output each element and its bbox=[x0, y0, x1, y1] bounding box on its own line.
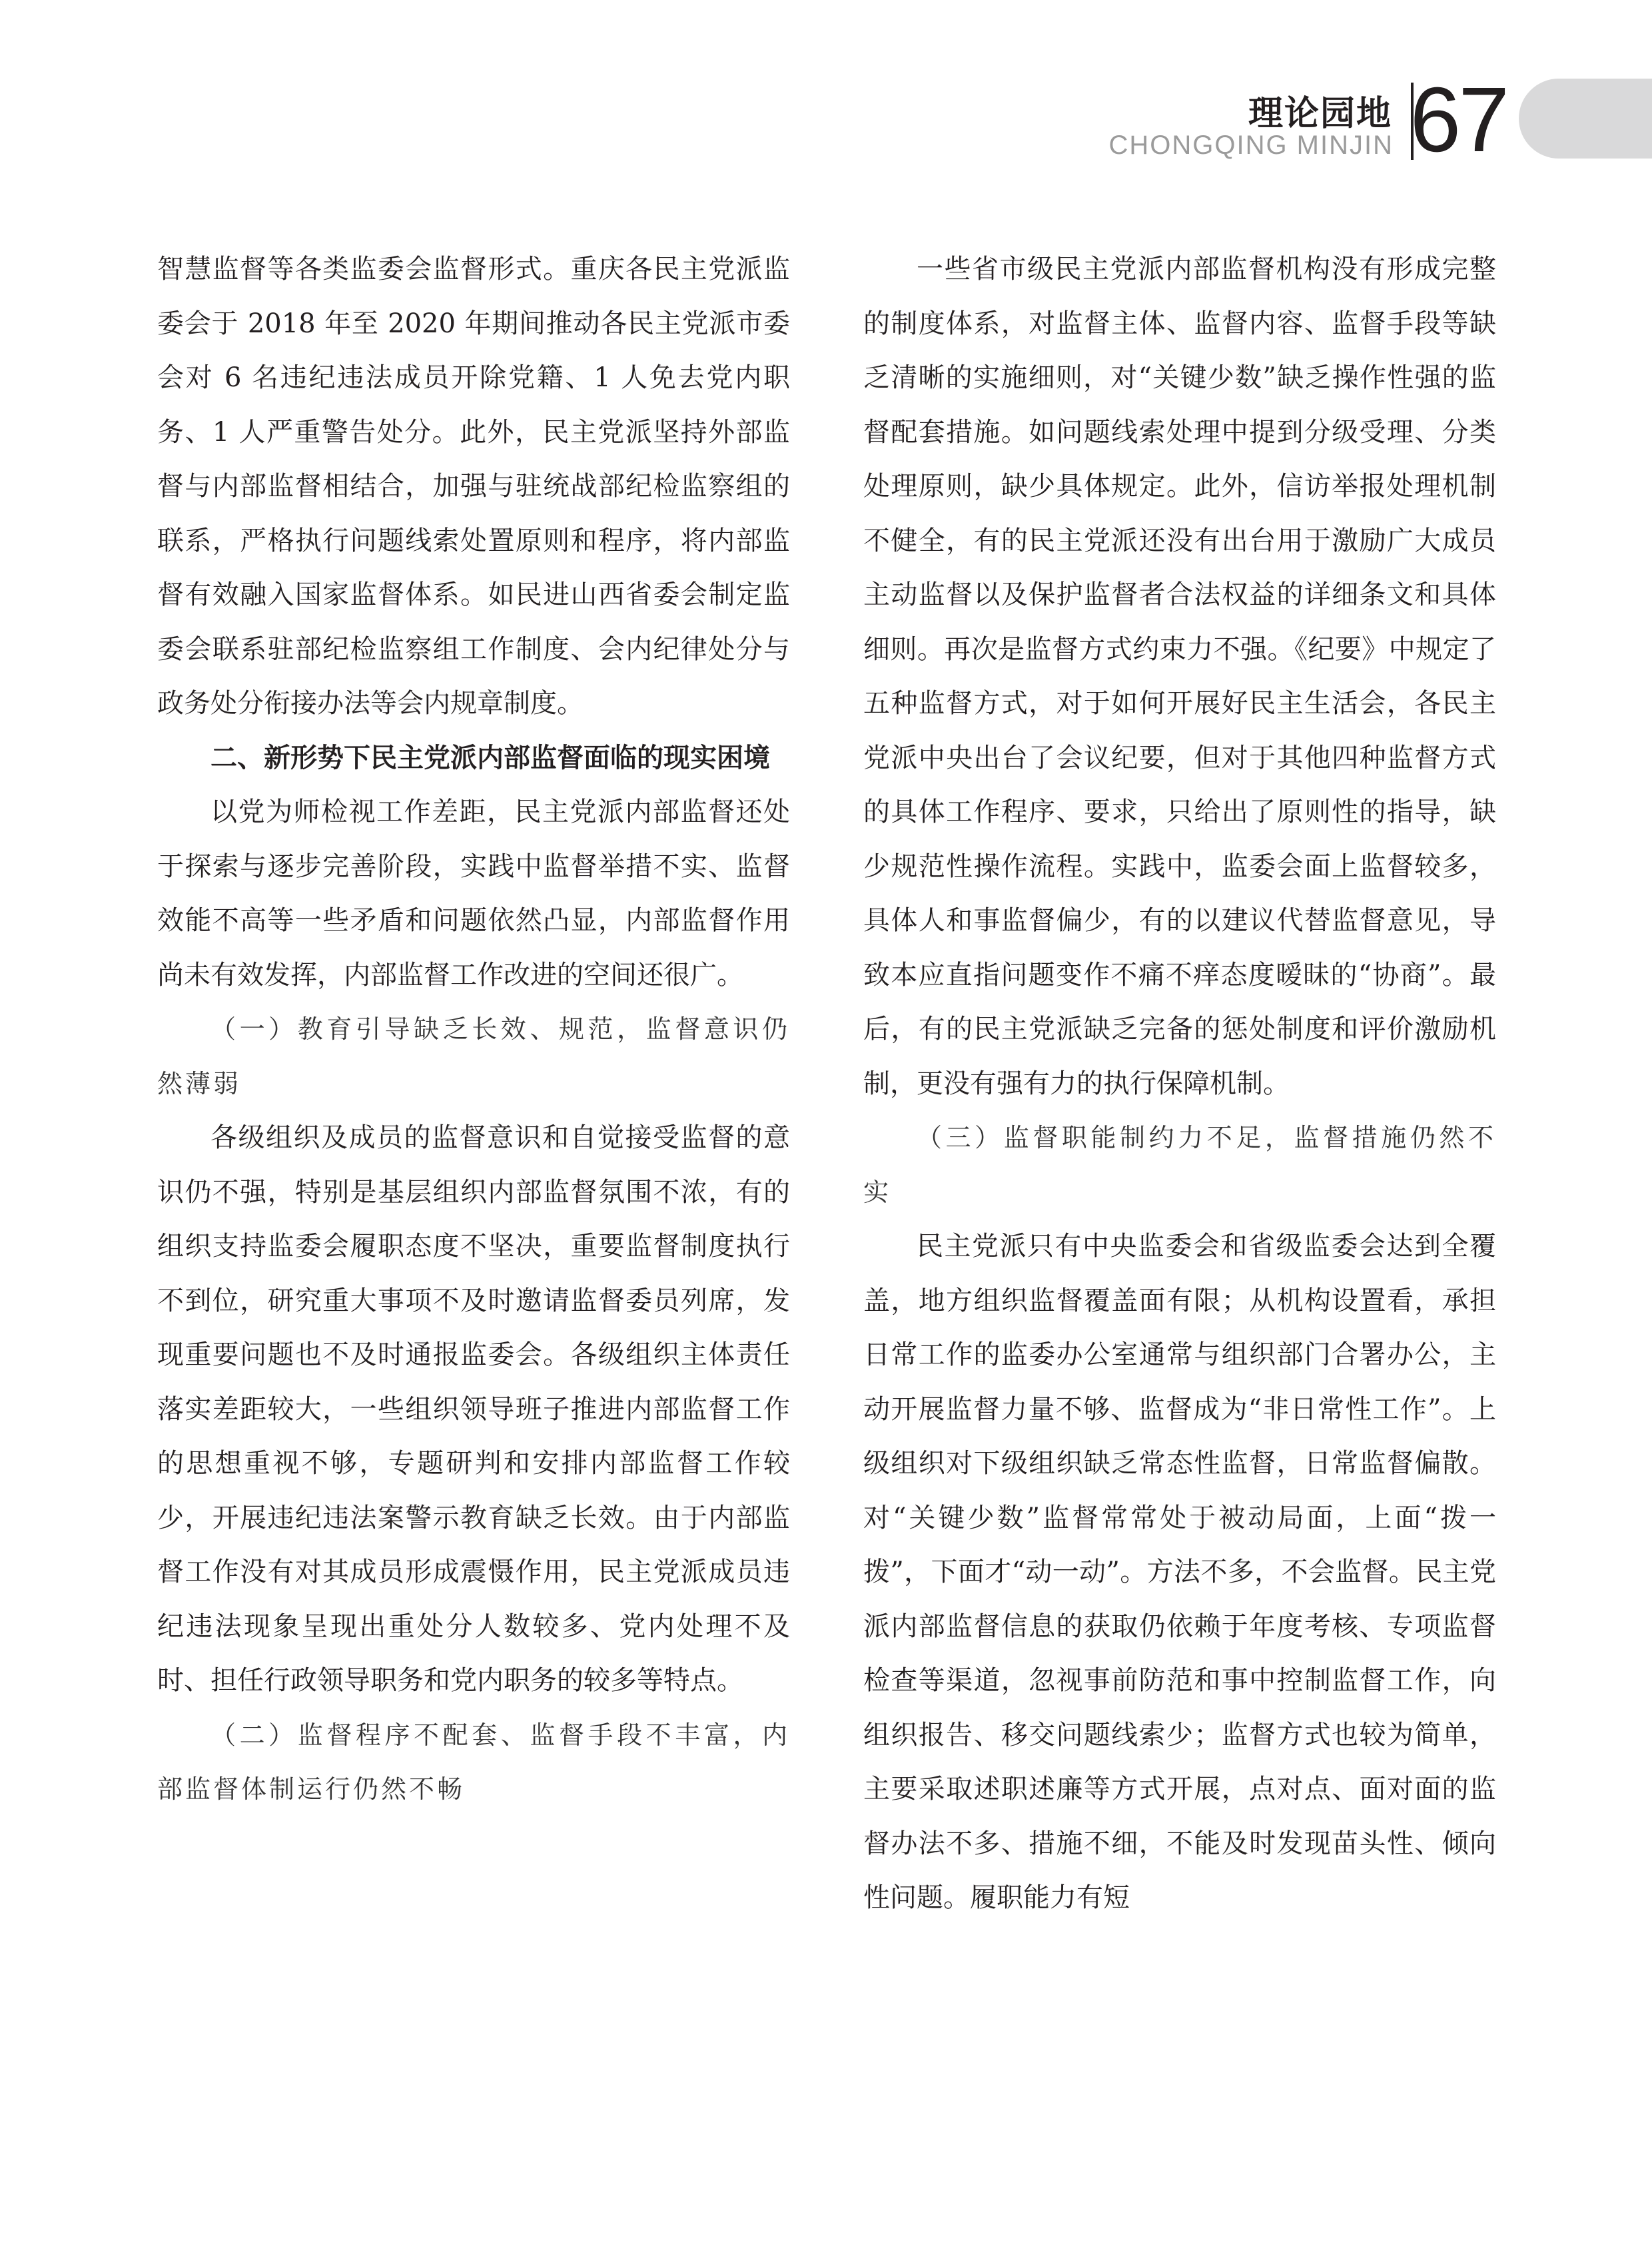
paragraph: 各级组织及成员的监督意识和自觉接受监督的意识仍不强，特别是基层组织内部监督氛围不浓，有的组织支持监委会履职态度不坚决，重要监督制度执行不到位，研究重大事项不及时邀请监督委员列席，发现重要问题也不及时通报监委会。各级组织主体责任落实差距较大，一些组织领导班子推进内部监督工作的思想重视不够，专题研判和安排内部监督工作较少，开展违纪违法案警示教育缺乏长效。由于内部监督工作没有对其成员形成震慑作用，民主党派成员违纪违法现象呈现出重处分人数较多、党内处理不及时、担任行政领导职务和党内职务的较多等特点。 bbox=[157, 1122, 790, 1696]
subsection-heading: （二）监督程序不配套、监督手段不丰富，内部监督体制运行仍然不畅 bbox=[157, 1720, 790, 1804]
page-edge-tab bbox=[1519, 79, 1652, 159]
page-header bbox=[1052, 69, 1652, 171]
section-title: 理论园地 bbox=[1248, 94, 1392, 134]
paragraph: 以党为师检视工作差距，民主党派内部监督还处于探索与逐步完善阶段，实践中监督举措不实、监督效能不高等一些矛盾和问题依然凸显，内部监督作用尚未有效发挥，内部监督工作改进的空间还很广。 bbox=[157, 797, 790, 990]
paragraph: 一些省市级民主党派内部监督机构没有形成完整的制度体系，对监督主体、监督内容、监督手段等缺乏清晰的实施细则，对“关键少数”缺乏操作性强的监督配套措施。如问题线索处理中提到分级受理、分类处理原则，缺少具体规定。此外，信访举报处理机制不健全，有的民主党派还没有出台用于激励广大成员主动监督以及保护监督者合法权益的详细条文和具体细则。再次是监督方式约束力不强。《纪要》中规定了五种监督方式，对于如何开展好民主生活会，各民主党派中央出台了会议纪要，但对于其他四种监督方式的具体工作程序、要求，只给出了原则性的指导，缺少规范性操作流程。实践中，监委会面上监督较多，具体人和事监督偏少，有的以建议代替监督意见，导致本应直指问题变作不痛不痒态度暧昧的“协商”。最后，有的民主党派缺乏完备的惩处制度和评价激励机制，更没有强有力的执行保障机制。 bbox=[863, 254, 1496, 1099]
section-heading: 二、新形势下民主党派内部监督面临的现实困境 bbox=[210, 742, 770, 773]
paragraph: 民主党派只有中央监委会和省级监委会达到全覆盖，地方组织监督覆盖面有限；从机构设置看，承担日常工作的监委办公室通常与组织部门合署办公，主动开展监督力量不够、监督成为“非日常性工作”。上级组织对下级组织缺乏常态性监督，日常监督偏散。对“关键少数”监督常常处于被动局面，上面“拨一拨”，下面才“动一动”。方法不多，不会监督。民主党派内部监督信息的获取仍依赖于年度考核、专项监督检查等渠道，忽视事前防范和事中控制监督工作，向组织报告、移交问题线索少；监督方式也较为简单，主要采取述职述廉等方式开展，点对点、面对面的监督办法不多、措施不细，不能及时发现苗头性、倾向性问题。履职能力有短 bbox=[863, 1231, 1496, 1913]
right-column bbox=[863, 242, 1496, 1926]
subsection-heading: （一）教育引导缺乏长效、规范，监督意识仍然薄弱 bbox=[157, 1014, 790, 1098]
left-column bbox=[157, 242, 790, 1817]
magazine-subtitle: CHONGQING MINJIN bbox=[1108, 131, 1394, 160]
page-number: 67 bbox=[1410, 69, 1507, 171]
subsection-heading: （三）监督职能制约力不足，监督措施仍然不实 bbox=[863, 1123, 1496, 1207]
paragraph: 智慧监督等各类监委会监督形式。重庆各民主党派监委会于 2018 年至 2020 年期间推动各民主党派市委会对 6 名违纪违法成员开除党籍、1 人免去党内职务、1 人严重警告处分。此外，民主党派坚持外部监督与内部监督相结合，加强与驻统战部纪检监察组的联系，严格执行问题线索处置原则和程序，将内部监督有效融入国家监督体系。如民进山西省委会制定监委会联系驻部纪检监察组工作制度、会内纪律处分与政务处分衔接办法等会内规章制度。 bbox=[157, 254, 790, 719]
